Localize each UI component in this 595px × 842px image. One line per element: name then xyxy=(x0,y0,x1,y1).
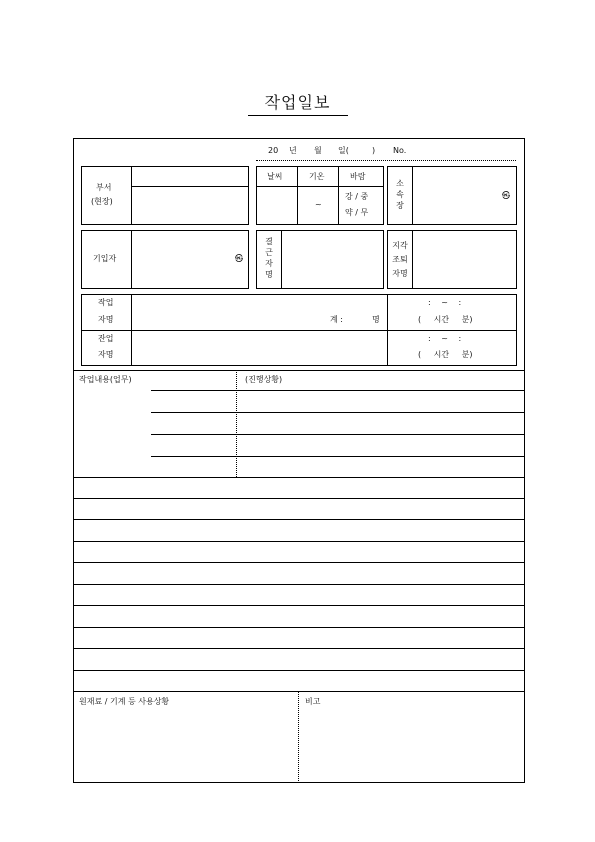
dept-input-2[interactable] xyxy=(132,187,248,224)
title-underline xyxy=(248,115,348,116)
content-label: 작업내용(업무) xyxy=(79,375,132,384)
dept-site-label: (현장) xyxy=(91,197,113,206)
overtime-time-label: ( 시간 분) xyxy=(418,350,473,359)
writer-seal: ㉿ xyxy=(235,254,243,263)
overtime-input[interactable] xyxy=(132,331,386,365)
temp-header: 기온 xyxy=(309,172,325,181)
materials-input[interactable] xyxy=(74,710,297,782)
remarks-label: 비고 xyxy=(305,697,321,706)
overtime-time-range: : ~ : xyxy=(428,334,462,343)
wind-options-1: 강 / 중 xyxy=(345,192,369,201)
report-number: No. xyxy=(393,146,407,155)
progress-label: (진행상황) xyxy=(245,375,283,384)
page-title: 작업일보 xyxy=(264,93,331,112)
wind-options-2: 약 / 무 xyxy=(345,208,369,217)
content-input[interactable] xyxy=(237,391,524,476)
note-line xyxy=(73,541,525,542)
affiliation-label: 소속장 xyxy=(396,179,404,210)
dept-input-1[interactable] xyxy=(132,167,248,185)
date-prefix: 20 xyxy=(268,146,279,155)
remarks-input[interactable] xyxy=(300,710,524,782)
date-year: 년 xyxy=(289,146,297,155)
absent-input[interactable] xyxy=(282,231,383,288)
work-label-1: 작업 xyxy=(98,298,114,307)
late-label: 지각조퇴자명 xyxy=(392,241,408,278)
temp-separator: ~ xyxy=(315,200,322,209)
note-line xyxy=(73,562,525,563)
note-line xyxy=(73,691,525,692)
writer-label: 기입자 xyxy=(93,254,117,263)
weather-header: 날씨 xyxy=(267,172,283,181)
work-time-range: : ~ : xyxy=(428,298,462,307)
affiliation-input[interactable] xyxy=(413,167,516,224)
work-label-2: 자명 xyxy=(98,315,114,324)
late-input[interactable] xyxy=(413,231,516,288)
work-input[interactable] xyxy=(132,295,322,329)
date-month: 월 xyxy=(314,146,322,155)
note-line xyxy=(73,627,525,628)
date-day-close: ) xyxy=(372,146,376,155)
dept-label: 부서 xyxy=(96,183,112,192)
note-line xyxy=(73,477,525,478)
materials-label: 원재료 / 기계 등 사용상황 xyxy=(79,697,170,706)
materials-divider xyxy=(298,691,299,783)
note-line xyxy=(73,584,525,585)
note-line xyxy=(73,670,525,671)
work-total: 계 : xyxy=(330,315,343,324)
work-time-label: ( 시간 분) xyxy=(418,315,473,324)
overtime-label-1: 잔업 xyxy=(98,334,114,343)
affiliation-seal: ㉿ xyxy=(502,191,510,200)
work-unit: 명 xyxy=(372,315,380,324)
date-day: 일( xyxy=(338,146,349,155)
date-underline xyxy=(256,160,516,161)
note-line xyxy=(73,605,525,606)
overtime-label-2: 자명 xyxy=(98,350,114,359)
note-line xyxy=(73,648,525,649)
wind-header: 바람 xyxy=(350,172,366,181)
writer-input[interactable] xyxy=(132,231,232,288)
note-line xyxy=(73,519,525,520)
absent-label: 결근자명 xyxy=(265,237,273,279)
note-line xyxy=(73,498,525,499)
